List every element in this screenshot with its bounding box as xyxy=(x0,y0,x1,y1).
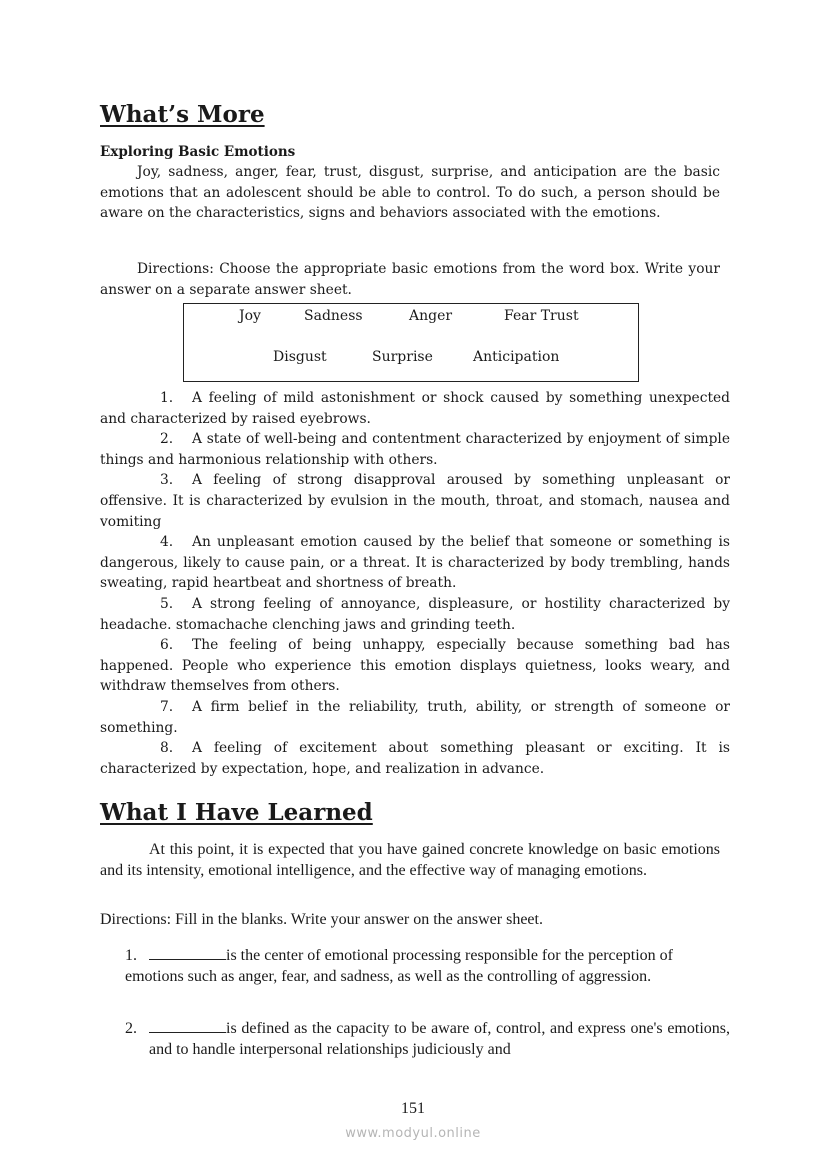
list-item: 4. An unpleasant emotion caused by the belief that someone or something is dangerous, likely to cause pain, or a threat. It is characterized by body trembling, hands sweating, rapid heartbeat and shortness of breath. xyxy=(100,534,730,592)
word: Joy xyxy=(239,308,261,324)
page-number: 151 xyxy=(401,1100,425,1117)
list-item: 3. A feeling of strong disapproval aroused by something unpleasant or offensive. It is characterized by evulsion in the mouth, throat, and stomach, nausea and vomiting xyxy=(100,472,730,530)
subheading: Exploring Basic Emotions xyxy=(100,144,296,160)
directions: Directions: Choose the appropriate basic emotions from the word box. Write your answer on a separate answer sheet. xyxy=(100,261,720,298)
list-item: 6. The feeling of being unhappy, especially because something bad has happened. People who experience this emotion displays quietness, looks weary, and withdraw themselves from others. xyxy=(100,637,730,695)
list-item: 2. A state of well-being and contentment characterized by enjoyment of simple things and harmonious relationship with others. xyxy=(100,431,730,468)
section-heading-what-i-have-learned: What I Have Learned xyxy=(100,799,373,826)
fill-blank-item: 2. is defined as the capacity to be aware of, control, and express one's emotions, and to handle interpersonal relationships judiciously and xyxy=(125,1020,730,1058)
list-item: 1. A feeling of mild astonishment or shock caused by something unexpected and characterized by raised eyebrows. xyxy=(100,390,730,427)
watermark: www.modyul.online xyxy=(345,1126,481,1141)
word: Fear Trust xyxy=(504,308,579,324)
list-item: 5. A strong feeling of annoyance, displeasure, or hostility characterized by headache. stomachache clenching jaws and grinding teeth. xyxy=(100,595,730,633)
answer-blank xyxy=(149,947,226,960)
intro-paragraph: Joy, sadness, anger, fear, trust, disgust, surprise, and anticipation are the basic emotions that an adolescent should be able to control. To do such, a person should be aware on the characteristics, signs and behaviors associated with the emotions. xyxy=(100,164,720,222)
word-box xyxy=(183,303,639,382)
section-heading-whats-more: What’s More xyxy=(100,101,265,128)
list-item: 7. A firm belief in the reliability, truth, ability, or strength of someone or something. xyxy=(100,698,730,736)
answer-blank xyxy=(149,1020,226,1033)
word: Anticipation xyxy=(473,349,560,365)
directions: Directions: Fill in the blanks. Write your answer on the answer sheet. xyxy=(100,911,543,928)
word: Disgust xyxy=(273,349,327,365)
list-item: 8. A feeling of excitement about something pleasant or exciting. It is characterized by expectation, hope, and realization in advance. xyxy=(100,740,730,777)
intro-paragraph: At this point, it is expected that you have gained concrete knowledge on basic emotions and its intensity, emotional intelligence, and the effective way of managing emotions. xyxy=(100,841,720,879)
word: Surprise xyxy=(372,349,433,365)
fill-blank-item: 1. is the center of emotional processing responsible for the perception of emotions such as anger, fear, and sadness, as well as the controlling of aggression. xyxy=(125,947,673,985)
word: Sadness xyxy=(304,308,363,324)
word: Anger xyxy=(409,308,453,324)
question-list xyxy=(100,388,730,779)
